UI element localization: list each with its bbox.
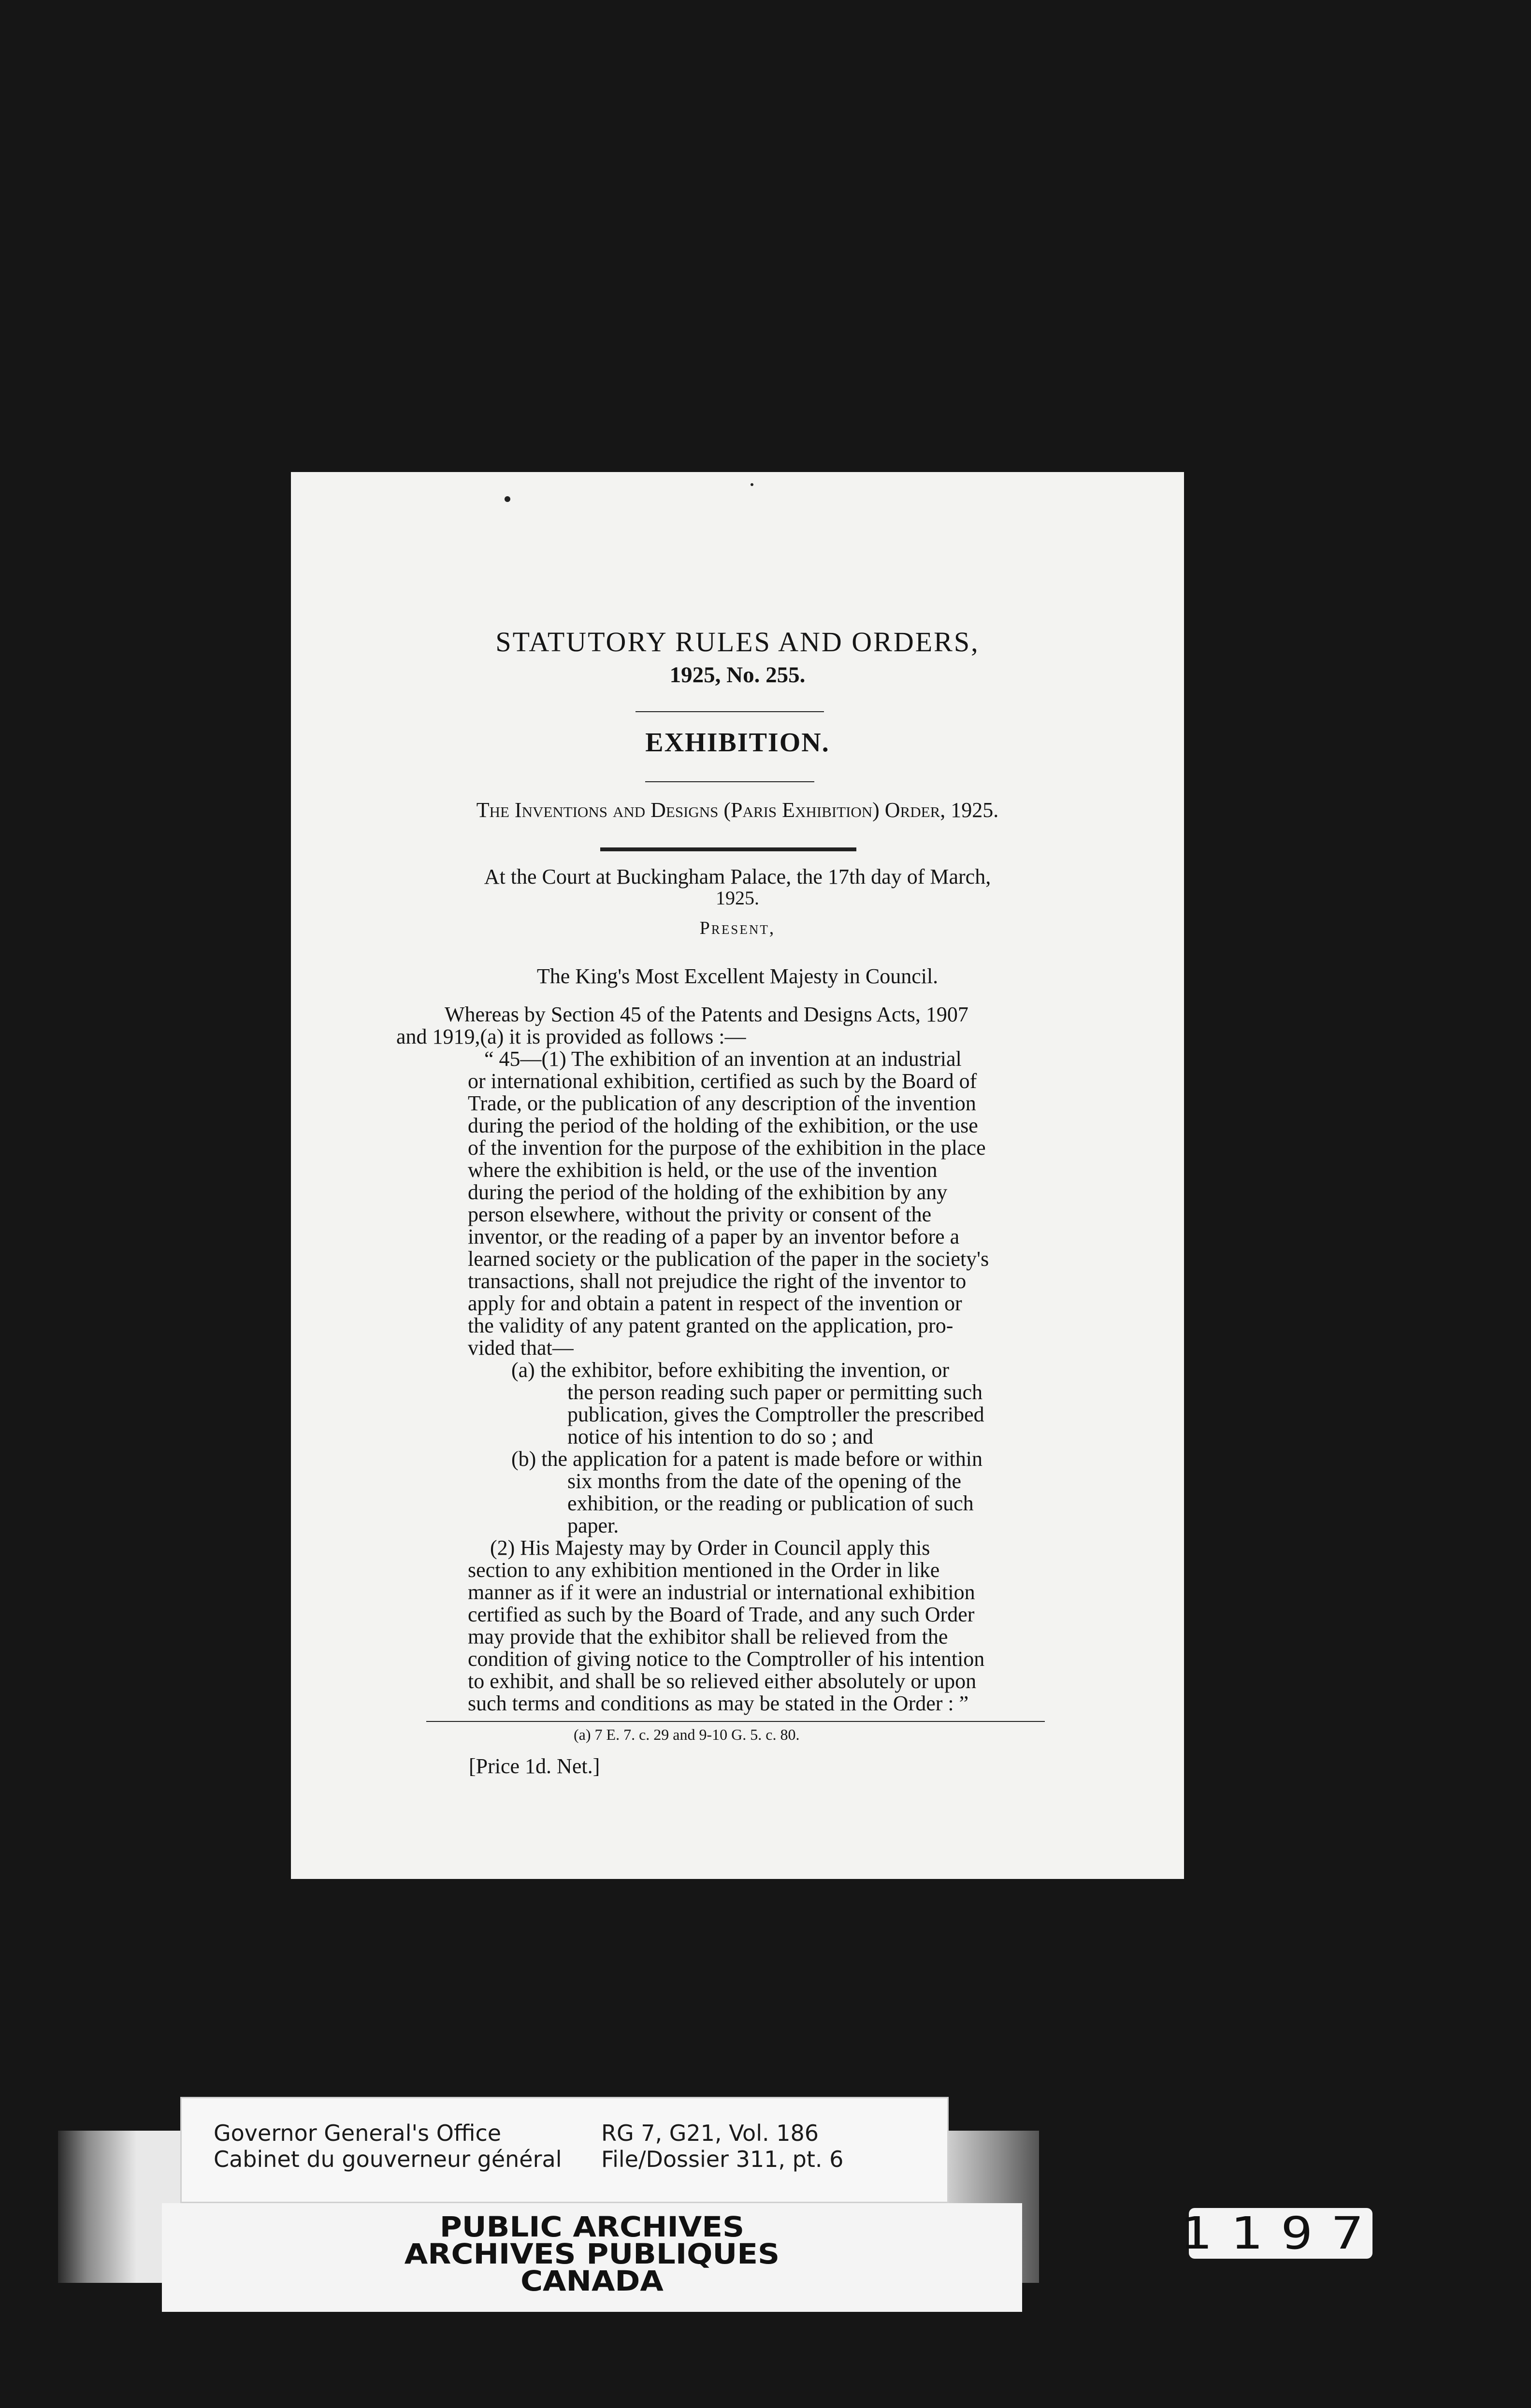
frame-counter: [1179, 2207, 1382, 2259]
body-line: or international exhibition, certified as such by the Board of: [468, 1069, 977, 1093]
body-line: person elsewhere, without the privity or consent of the: [468, 1203, 932, 1226]
document-page: [291, 472, 1184, 1879]
divider-rule: [636, 711, 824, 712]
ink-speck: [505, 496, 510, 502]
divider-rule: [645, 781, 814, 782]
body-line: publication, gives the Comptroller the prescribed: [567, 1403, 984, 1426]
archives-country: CANADA: [520, 2265, 664, 2297]
record-group-reference: RG 7, G21, Vol. 186: [601, 2120, 819, 2146]
body-line: (a) the exhibitor, before exhibiting the invention, or: [511, 1358, 950, 1382]
office-name-en: Governor General's Office: [214, 2120, 502, 2146]
council-line: The King's Most Excellent Majesty in Council.: [536, 964, 939, 988]
office-name-fr: Cabinet du gouverneur général: [214, 2146, 562, 2172]
footnote: (a) 7 E. 7. c. 29 and 9-10 G. 5. c. 80.: [574, 1726, 800, 1743]
body-line: vided that—: [468, 1336, 574, 1360]
price-note: [Price 1d. Net.]: [469, 1754, 600, 1778]
body-line: “ 45—(1) The exhibition of an invention at an industrial: [484, 1047, 962, 1071]
body-line: Trade, or the publication of any description of the invention: [468, 1091, 976, 1115]
body-line: inventor, or the reading of a paper by an inventor before a: [468, 1225, 960, 1248]
body-line: the validity of any patent granted on the application, pro-: [468, 1314, 953, 1337]
body-line: and 1919,(a) it is provided as follows :—: [396, 1025, 746, 1048]
body-line: may provide that the exhibitor shall be relieved from the: [468, 1625, 948, 1648]
body-line: notice of his intention to do so ; and: [567, 1425, 874, 1448]
body-line: six months from the date of the opening of the: [567, 1469, 962, 1493]
body-line: transactions, shall not prejudice the right of the inventor to: [468, 1269, 967, 1293]
body-line: of the invention for the purpose of the exhibition in the place: [468, 1136, 986, 1160]
body-line: (2) His Majesty may by Order in Council apply this: [490, 1536, 930, 1560]
archives-name-fr: ARCHIVES PUBLIQUES: [404, 2237, 780, 2270]
body-line: during the period of the holding of the exhibition by any: [468, 1180, 948, 1204]
document-series-title: STATUTORY RULES AND ORDERS,: [495, 626, 980, 658]
footnote-rule: [426, 1721, 1045, 1722]
body-line: where the exhibition is held, or the use of the invention: [468, 1158, 938, 1182]
body-line: to exhibit, and shall be so relieved either absolutely or upon: [468, 1669, 977, 1693]
frame-number: 1197: [1179, 2207, 1382, 2259]
body-line: section to any exhibition mentioned in the Order in like: [468, 1558, 940, 1582]
ink-speck: [751, 483, 753, 486]
body-line: such terms and conditions as may be stated in the Order : ”: [468, 1691, 969, 1715]
body-line: manner as if it were an industrial or international exhibition: [468, 1580, 975, 1604]
present-label: Present,: [699, 918, 776, 938]
body-line: condition of giving notice to the Comptroller of his intention: [468, 1647, 985, 1671]
archive-reference-label: [180, 2097, 949, 2203]
body-line: (b) the application for a patent is made before or within: [511, 1447, 982, 1471]
document-heading: EXHIBITION.: [645, 728, 830, 758]
archives-name-en: PUBLIC ARCHIVES: [439, 2210, 745, 2243]
body-line: during the period of the holding of the exhibition, or the use: [468, 1114, 978, 1137]
file-reference: File/Dossier 311, pt. 6: [601, 2146, 844, 2172]
body-line: apply for and obtain a patent in respect of the invention or: [468, 1291, 962, 1315]
body-line: the person reading such paper or permitting such: [567, 1380, 982, 1404]
body-line: learned society or the publication of the paper in the society's: [468, 1247, 989, 1271]
body-line: paper.: [567, 1514, 619, 1537]
body-line: exhibition, or the reading or publication of such: [567, 1491, 974, 1515]
document-number: 1925, No. 255.: [669, 662, 806, 688]
body-line: certified as such by the Board of Trade, and any such Order: [468, 1603, 975, 1626]
archives-stamp: [162, 2203, 1022, 2312]
body-line: Whereas by Section 45 of the Patents and Designs Acts, 1907: [445, 1003, 968, 1026]
court-year: 1925.: [716, 887, 759, 909]
court-line: At the Court at Buckingham Palace, the 17th day of March,: [484, 865, 991, 889]
divider-rule-heavy: [600, 847, 856, 851]
order-title: The Inventions and Designs (Paris Exhibition) Order, 1925.: [476, 798, 999, 822]
